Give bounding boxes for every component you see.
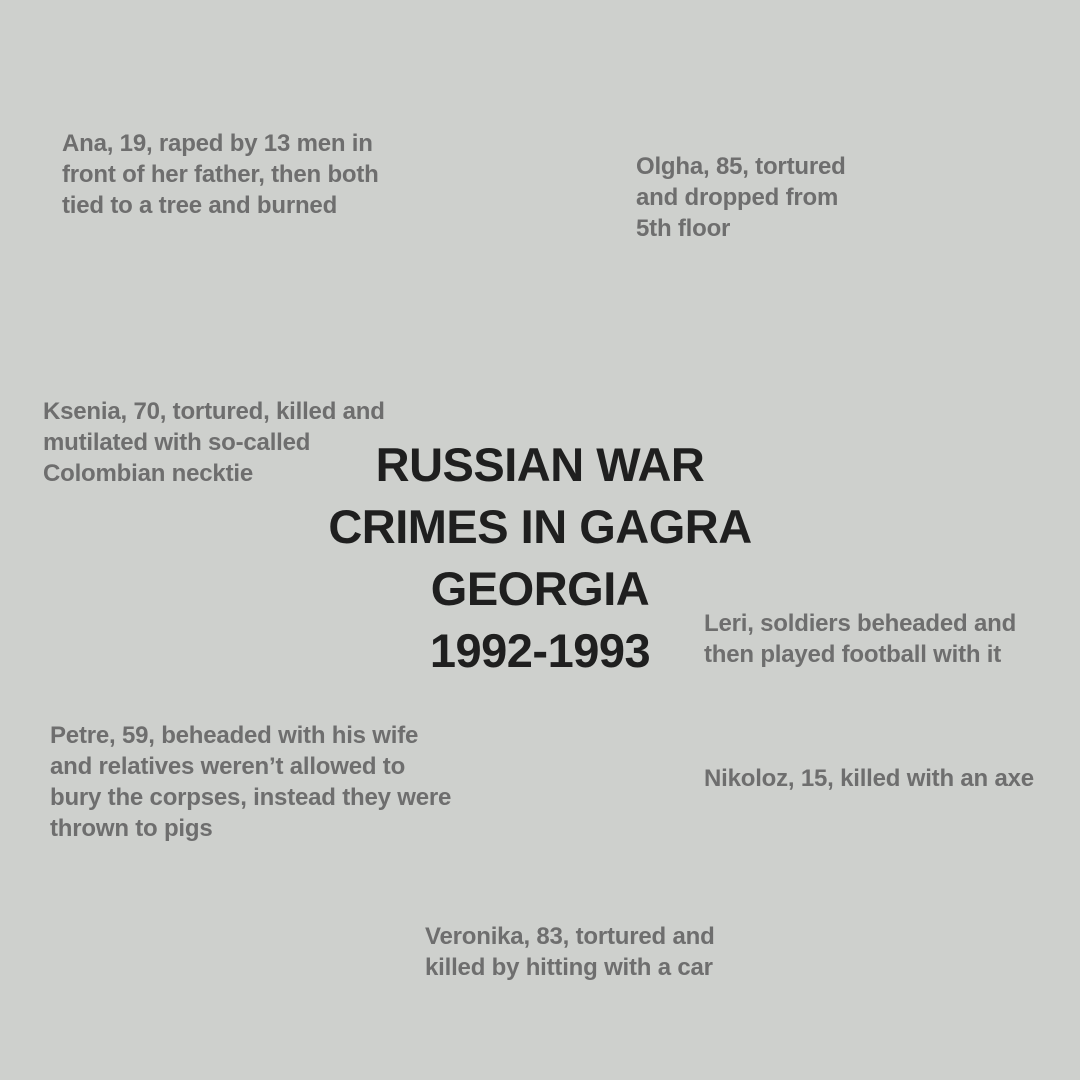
victim-note-line: bury the corpses, instead they were	[50, 784, 452, 811]
poster-title-line: GEORGIA	[430, 562, 650, 615]
poster-title-line: CRIMES IN GAGRA	[328, 500, 752, 553]
victim-note-line: front of her father, then both	[62, 161, 379, 188]
victim-note-line: Olgha, 85, tortured	[636, 153, 846, 180]
victim-note-veronika	[425, 921, 715, 983]
victim-note-line: Nikoloz, 15, killed with an axe	[704, 765, 1034, 792]
poster-title-line: RUSSIAN WAR	[375, 438, 705, 491]
victim-note-petre	[50, 720, 451, 844]
victim-note-line: and dropped from	[636, 184, 839, 211]
victim-note-line: Ksenia, 70, tortured, killed and	[43, 398, 385, 425]
victim-note-line: and relatives weren’t allowed to	[50, 753, 406, 780]
victim-note-leri	[704, 608, 1016, 670]
victim-note-olgha	[636, 151, 846, 244]
victim-note-ana	[62, 128, 379, 221]
victim-note-line: Petre, 59, beheaded with his wife	[50, 722, 419, 749]
victim-note-line: tied to a tree and burned	[62, 192, 338, 219]
victim-note-line: 5th floor	[636, 215, 731, 242]
victim-note-line: Ana, 19, raped by 13 men in	[62, 130, 373, 157]
victim-note-nikoloz	[704, 763, 1034, 794]
victim-note-line: thrown to pigs	[50, 815, 213, 842]
victim-note-line: mutilated with so-called	[43, 429, 311, 456]
victim-note-line: Colombian necktie	[43, 460, 253, 487]
victim-note-line: Veronika, 83, tortured and	[425, 923, 715, 950]
victim-note-line: then played football with it	[704, 641, 1002, 668]
victim-note-line: Leri, soldiers beheaded and	[704, 610, 1017, 637]
victim-note-line: killed by hitting with a car	[425, 954, 713, 981]
poster-title-line: 1992-1993	[429, 624, 651, 677]
